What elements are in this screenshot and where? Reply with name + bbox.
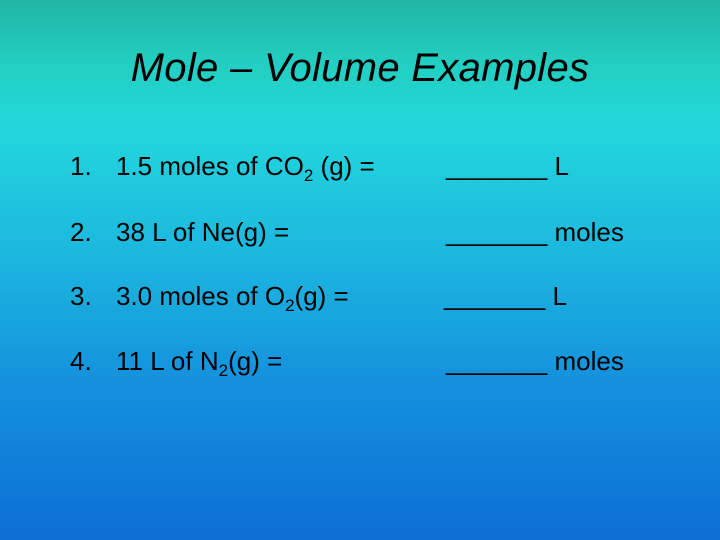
subscript: 2 (285, 296, 295, 315)
question-text: 38 L of Ne(g) = (116, 217, 290, 247)
answer-unit: L (547, 151, 569, 181)
question-text: 1.5 moles of CO (116, 151, 304, 181)
question-text: 3.0 moles of O (116, 281, 286, 311)
question-text-end: (g) = (228, 346, 283, 376)
subscript: 2 (303, 166, 314, 185)
example-row-2 (0, 212, 720, 252)
item-number: 4. (70, 346, 92, 376)
question-text-end: (g) = (313, 151, 375, 181)
item-question (116, 146, 375, 186)
answer-blank: _______ (446, 346, 548, 376)
answer (444, 276, 567, 316)
example-row-1 (0, 146, 720, 186)
answer-unit: L (545, 281, 567, 311)
item-number: 1. (70, 151, 92, 181)
item-question (116, 276, 349, 316)
slide-title: Mole – Volume Examples (130, 46, 590, 90)
question-text-end: (g) = (294, 281, 349, 311)
answer (446, 212, 624, 252)
item-number: 2. (70, 217, 92, 247)
item-number: 3. (70, 281, 92, 311)
answer (446, 146, 569, 186)
answer-blank: _______ (446, 151, 548, 181)
item-question (116, 341, 282, 381)
answer-unit: moles (547, 346, 624, 376)
question-text: 11 L of N (116, 346, 219, 376)
subscript: 2 (218, 361, 229, 380)
example-row-4 (0, 341, 720, 381)
answer-blank: _______ (444, 281, 546, 311)
example-row-3 (0, 276, 720, 316)
answer-unit: moles (547, 217, 624, 247)
answer-blank: _______ (446, 217, 548, 247)
answer (446, 341, 624, 381)
item-question (116, 212, 289, 252)
